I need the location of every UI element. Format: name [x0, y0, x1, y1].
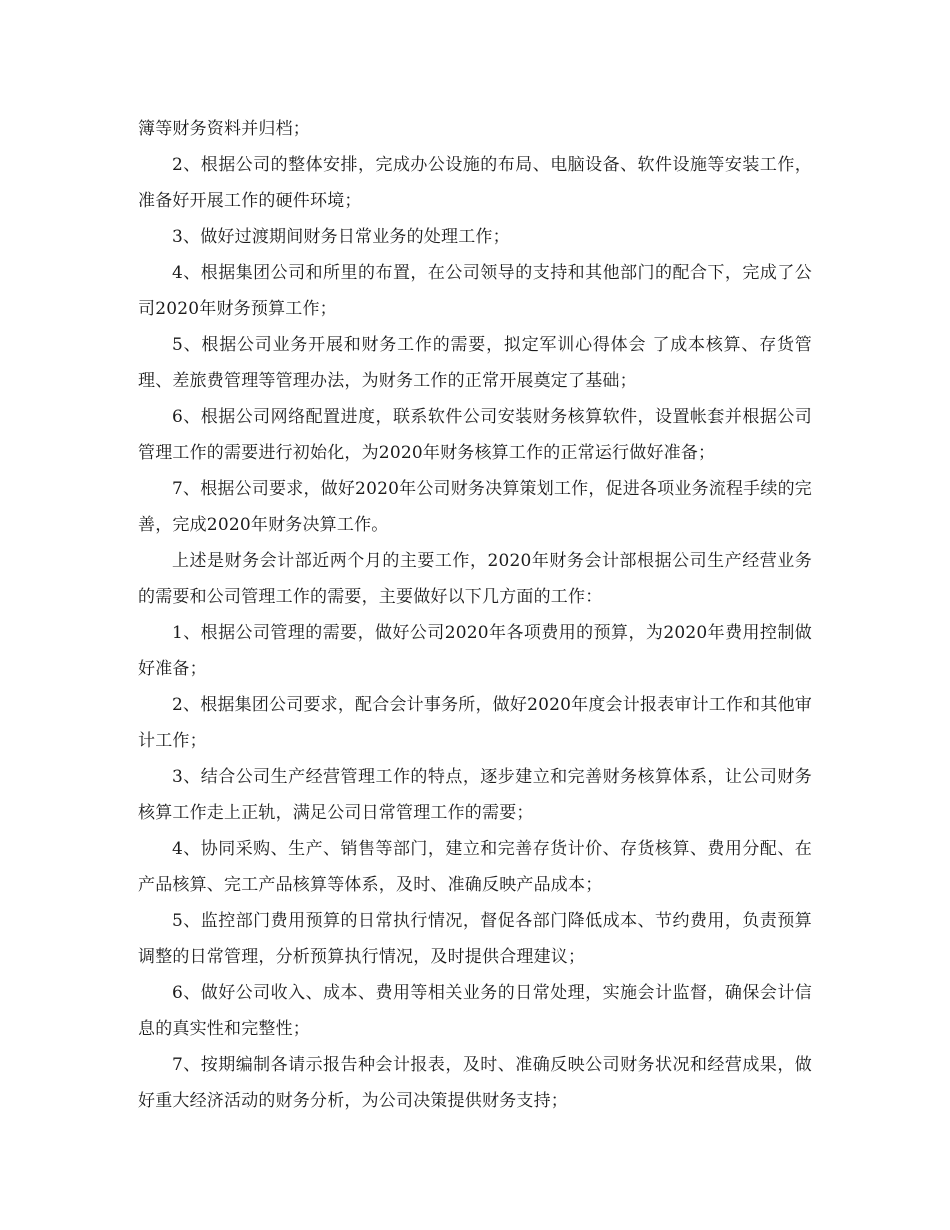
- paragraph-item-5: 5、根据公司业务开展和财务工作的需要，拟定军训心得体会 了成本核算、存货管理、差旅费管理等管理办法，为财务工作的正常开展奠定了基础；: [138, 335, 812, 391]
- paragraph-plan-2: 2、根据集团公司要求，配合会计事务所，做好2020年度会计报表审计工作和其他审计工作；: [138, 695, 812, 751]
- paragraph-item-6: 6、根据公司网络配置进度，联系软件公司安装财务核算软件，设置帐套并根据公司管理工作的需要进行初始化，为2020年财务核算工作的正常运行做好准备；: [138, 407, 812, 463]
- document-body: [138, 111, 812, 1119]
- paragraph-plan-1: 1、根据公司管理的需要，做好公司2020年各项费用的预算，为2020年费用控制做好准备；: [138, 623, 812, 679]
- paragraph-plan-6: 6、做好公司收入、成本、费用等相关业务的日常处理，实施会计监督，确保会计信息的真实性和完整性；: [138, 983, 812, 1039]
- paragraph-plan-7: 7、按期编制各请示报告种会计报表，及时、准确反映公司财务状况和经营成果，做好重大经济活动的财务分析，为公司决策提供财务支持；: [138, 1055, 812, 1111]
- paragraph-item-4: 4、根据集团公司和所里的布置，在公司领导的支持和其他部门的配合下，完成了公司2020年财务预算工作；: [138, 263, 812, 319]
- paragraph-item-7: 7、根据公司要求，做好2020年公司财务决算策划工作，促进各项业务流程手续的完善，完成2020年财务决算工作。: [138, 479, 812, 535]
- paragraph-summary: 上述是财务会计部近两个月的主要工作，2020年财务会计部根据公司生产经营业务的需要和公司管理工作的需要，主要做好以下几方面的工作：: [138, 551, 812, 607]
- paragraph-plan-3: 3、结合公司生产经营管理工作的特点，逐步建立和完善财务核算体系，让公司财务核算工作走上正轨，满足公司日常管理工作的需要；: [138, 767, 812, 823]
- paragraph-plan-4: 4、协同采购、生产、销售等部门，建立和完善存货计价、存货核算、费用分配、在产品核算、完工产品核算等体系，及时、准确反映产品成本；: [138, 839, 812, 895]
- paragraph-item-2: 2、根据公司的整体安排，完成办公设施的布局、电脑设备、软件设施等安装工作，准备好开展工作的硬件环境；: [138, 155, 812, 211]
- paragraph-continuation: 簿等财务资料并归档；: [138, 119, 310, 139]
- paragraph-item-3: 3、做好过渡期间财务日常业务的处理工作；: [172, 227, 510, 247]
- paragraph-plan-5: 5、监控部门费用预算的日常执行情况，督促各部门降低成本、节约费用，负责预算调整的日常管理，分析预算执行情况，及时提供合理建议；: [138, 911, 812, 967]
